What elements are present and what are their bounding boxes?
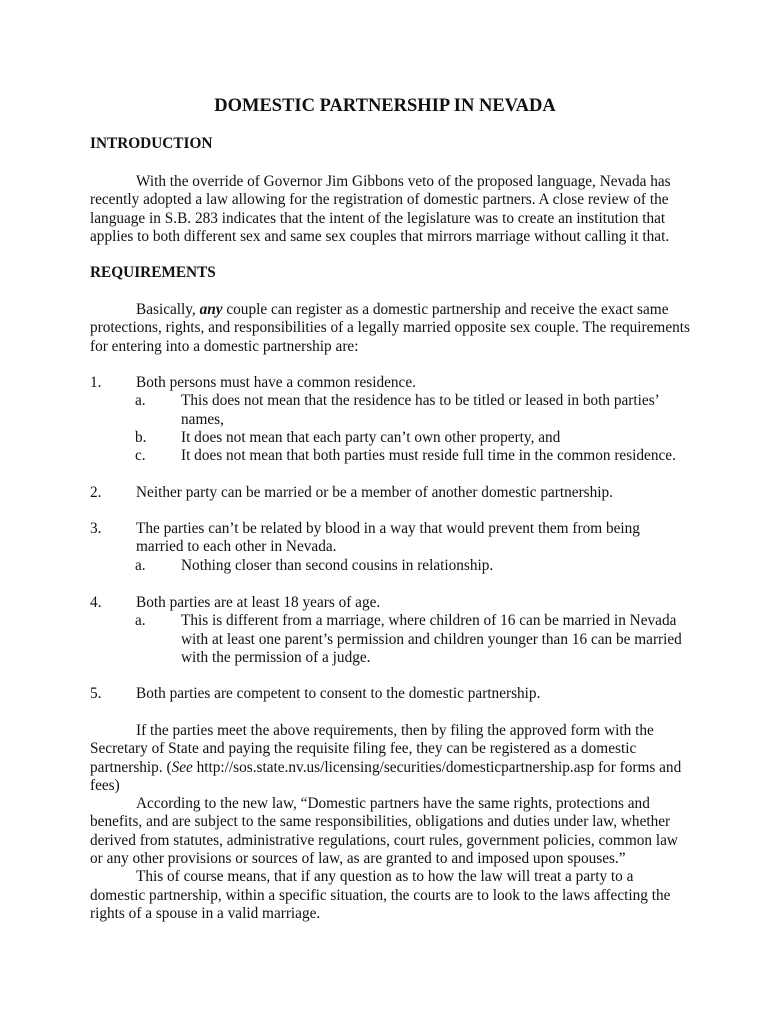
sub-item-label: a. bbox=[135, 392, 146, 410]
requirement-item-2 bbox=[90, 484, 690, 502]
sub-item-label: b. bbox=[135, 428, 147, 446]
document-title: DOMESTIC PARTNERSHIP IN NEVADA bbox=[214, 96, 556, 116]
emphasis-any: any bbox=[199, 301, 223, 318]
requirements-text-start: Basically, bbox=[136, 301, 200, 318]
sub-item-label: a. bbox=[135, 556, 146, 574]
item-number: 4. bbox=[90, 594, 102, 611]
introduction-paragraph bbox=[90, 173, 690, 246]
item-text: Both persons must have a common residence. bbox=[136, 374, 416, 391]
sub-item-text: Nothing closer than second cousins in relationship. bbox=[181, 556, 494, 574]
introduction-text: With the override of Governor Jim Gibbons veto of the proposed language, Nevada has recently adopted a law allowing for the registration of domestic partners. A close review of the language in S.B. 283 indicates that the intent of the legislature was to create an institution that applies to both different sex and same sex couples that mirrors marriage without calling it that. bbox=[90, 173, 671, 245]
filing-text-start: If the parties meet the above requirements, then by filing the approved form with the Secretary of State and paying the requisite filing fee, they can be registered as a domestic partnership. ( bbox=[90, 722, 654, 776]
sub-item bbox=[135, 392, 690, 429]
sub-item-label: a. bbox=[135, 612, 146, 630]
sub-item-label: c. bbox=[135, 447, 146, 465]
item-text: Neither party can be married or be a member of another domestic partnership. bbox=[136, 484, 613, 501]
sub-item-text: This does not mean that the residence has to be titled or leased in both parties’ names, bbox=[181, 392, 659, 428]
new-law-paragraph: According to the new law, “Domestic partners have the same rights, protections and benefits, and are subject to the same responsibilities, obligations and duties under law, whether derived from statutes, administrative regulations, court rules, government policies, common law or any other provisions or sources of law, as are granted to and imposed upon spouses.” bbox=[90, 795, 678, 868]
requirement-item-1 bbox=[90, 374, 690, 465]
sub-item bbox=[135, 428, 690, 447]
requirement-item-3 bbox=[90, 520, 690, 575]
item-number: 3. bbox=[90, 520, 102, 537]
sub-item-text: It does not mean that each party can’t own other property, and bbox=[181, 428, 561, 446]
sub-item-text: It does not mean that both parties must reside full time in the common residence. bbox=[181, 447, 676, 465]
conclusion-paragraph: This of course means, that if any question as to how the law will treat a party to a domestic partnership, within a specific situation, the courts are to look to the laws affecting the rights of a spouse in a valid marriage. bbox=[90, 868, 671, 922]
requirements-paragraph bbox=[90, 301, 690, 356]
sub-item bbox=[135, 447, 690, 465]
filing-text-end: http://sos.state.nv.us/licensing/securities/domesticpartnership.asp for forms and fees) bbox=[90, 758, 682, 794]
sub-item bbox=[135, 612, 690, 667]
item-text: Both parties are at least 18 years of age. bbox=[136, 594, 381, 611]
requirements-heading: REQUIREMENTS bbox=[90, 264, 216, 281]
sub-item bbox=[135, 556, 690, 575]
item-number: 1. bbox=[90, 374, 102, 391]
requirement-item-5 bbox=[90, 685, 690, 703]
item-number: 5. bbox=[90, 685, 102, 702]
see-reference: See bbox=[171, 758, 193, 776]
item-text: The parties can’t be related by blood in a way that would prevent them from being married to each other in Nevada. bbox=[136, 520, 640, 556]
item-text: Both parties are competent to consent to the domestic partnership. bbox=[136, 685, 541, 702]
requirement-item-4 bbox=[90, 594, 690, 667]
item-number: 2. bbox=[90, 484, 102, 501]
requirements-text-end: couple can register as a domestic partnership and receive the exact same protections, rights, and responsibilities of a legally married opposite sex couple. The requirements for entering into a domestic partnership are: bbox=[90, 301, 690, 355]
closing-section bbox=[90, 722, 690, 923]
introduction-heading: INTRODUCTION bbox=[90, 135, 213, 152]
sub-item-text: This is different from a marriage, where children of 16 can be married in Nevada with at least one parent’s permission and children younger than 16 can be married with the permission of a judge. bbox=[181, 612, 682, 666]
filing-paragraph bbox=[90, 722, 690, 795]
